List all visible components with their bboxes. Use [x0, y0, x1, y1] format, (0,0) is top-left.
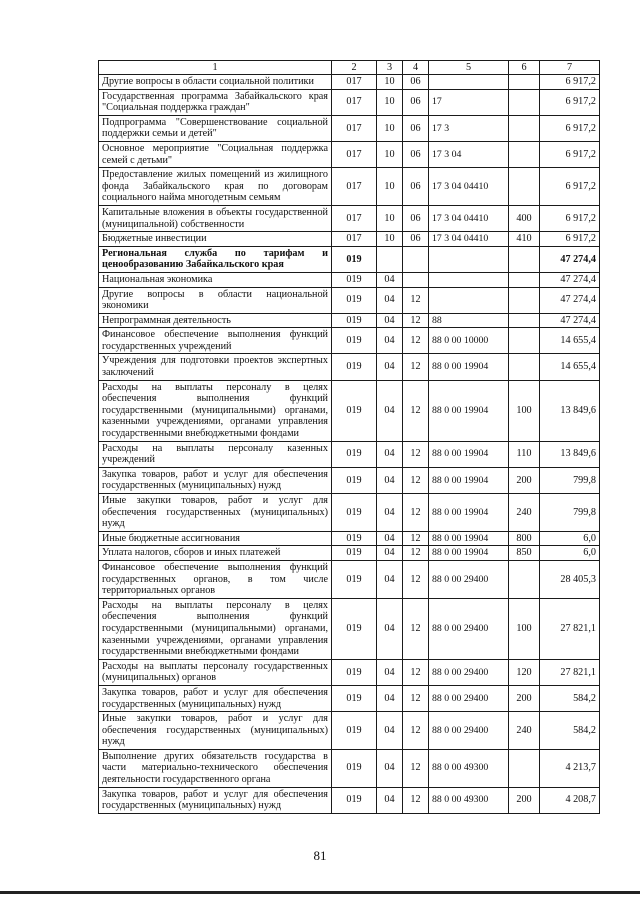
row-subsection-cell: 12 [403, 531, 429, 546]
row-expense-type-cell: 100 [509, 380, 540, 441]
table-row [99, 494, 600, 532]
row-target-article-cell: 88 0 00 49300 [429, 787, 509, 813]
row-target-article-cell: 88 0 00 29400 [429, 598, 509, 659]
row-target-article-cell: 88 0 00 29400 [429, 659, 509, 685]
row-expense-type-cell [509, 168, 540, 206]
row-section-cell: 10 [377, 141, 403, 167]
row-expense-type-cell: 400 [509, 205, 540, 231]
row-ministry-code-cell: 017 [332, 141, 377, 167]
table-row [99, 685, 600, 711]
row-expense-type-cell [509, 560, 540, 598]
row-expense-type-cell [509, 89, 540, 115]
table-row [99, 531, 600, 546]
row-expense-type-cell [509, 246, 540, 272]
row-ministry-code-cell: 017 [332, 232, 377, 247]
row-expense-type-cell: 850 [509, 546, 540, 561]
row-section-cell: 10 [377, 115, 403, 141]
row-target-article-cell: 88 0 00 19904 [429, 380, 509, 441]
row-target-article-cell [429, 246, 509, 272]
row-subsection-cell: 06 [403, 168, 429, 206]
column-header-1: 1 [99, 61, 332, 75]
row-amount-cell: 28 405,3 [540, 560, 600, 598]
row-subsection-cell: 12 [403, 494, 429, 532]
table-row [99, 232, 600, 247]
table-row [99, 441, 600, 467]
row-target-article-cell: 17 [429, 89, 509, 115]
row-target-article-cell [429, 75, 509, 90]
row-ministry-code-cell: 019 [332, 598, 377, 659]
row-subsection-cell: 12 [403, 659, 429, 685]
table-row [99, 380, 600, 441]
row-subsection-cell [403, 246, 429, 272]
row-expense-type-cell: 800 [509, 531, 540, 546]
row-target-article-cell: 88 0 00 19904 [429, 354, 509, 380]
row-amount-cell: 6 917,2 [540, 75, 600, 90]
row-subsection-cell: 12 [403, 441, 429, 467]
row-subsection-cell: 06 [403, 89, 429, 115]
row-target-article-cell [429, 287, 509, 313]
row-ministry-code-cell: 019 [332, 287, 377, 313]
row-subsection-cell: 12 [403, 787, 429, 813]
row-target-article-cell: 17 3 04 04410 [429, 168, 509, 206]
row-section-cell: 04 [377, 712, 403, 750]
row-amount-cell: 6 917,2 [540, 89, 600, 115]
row-target-article-cell: 88 0 00 19904 [429, 494, 509, 532]
row-amount-cell: 584,2 [540, 712, 600, 750]
row-ministry-code-cell: 019 [332, 328, 377, 354]
row-name-cell: Предоставление жилых помещений из жилищного фонда Забайкальского края по договорам социального найма многодетным семьям [99, 168, 332, 206]
row-amount-cell: 47 274,4 [540, 272, 600, 287]
row-ministry-code-cell: 019 [332, 467, 377, 493]
row-name-cell: Иные закупки товаров, работ и услуг для обеспечения государственных (муниципальных) нужд [99, 494, 332, 532]
row-expense-type-cell [509, 75, 540, 90]
budget-table [98, 60, 600, 814]
row-expense-type-cell [509, 272, 540, 287]
row-target-article-cell [429, 272, 509, 287]
row-target-article-cell: 88 0 00 10000 [429, 328, 509, 354]
table-row [99, 467, 600, 493]
row-target-article-cell: 88 0 00 19904 [429, 546, 509, 561]
row-subsection-cell: 12 [403, 328, 429, 354]
table-row [99, 546, 600, 561]
row-name-cell: Уплата налогов, сборов и иных платежей [99, 546, 332, 561]
row-subsection-cell: 12 [403, 354, 429, 380]
row-subsection-cell: 06 [403, 141, 429, 167]
row-amount-cell: 4 208,7 [540, 787, 600, 813]
row-name-cell: Капитальные вложения в объекты государственной (муниципальной) собственности [99, 205, 332, 231]
row-section-cell: 10 [377, 89, 403, 115]
table-row [99, 328, 600, 354]
row-section-cell: 04 [377, 494, 403, 532]
row-amount-cell: 6,0 [540, 546, 600, 561]
row-amount-cell: 47 274,4 [540, 313, 600, 328]
row-ministry-code-cell: 019 [332, 560, 377, 598]
page-number: 81 [313, 848, 327, 863]
row-name-cell: Финансовое обеспечение выполнения функций государственных органов, в том числе территориальных органов [99, 560, 332, 598]
row-subsection-cell: 12 [403, 598, 429, 659]
table-header-row [99, 61, 600, 75]
row-name-cell: Основное мероприятие "Социальная поддержка семей с детьми" [99, 141, 332, 167]
row-expense-type-cell [509, 141, 540, 167]
row-amount-cell: 47 274,4 [540, 287, 600, 313]
row-section-cell: 04 [377, 749, 403, 787]
row-amount-cell: 799,8 [540, 467, 600, 493]
row-amount-cell: 27 821,1 [540, 659, 600, 685]
row-ministry-code-cell: 019 [332, 246, 377, 272]
row-ministry-code-cell: 017 [332, 75, 377, 90]
row-name-cell: Подпрограмма "Совершенствование социальной поддержки семьи и детей" [99, 115, 332, 141]
row-name-cell: Учреждения для подготовки проектов экспертных заключений [99, 354, 332, 380]
row-subsection-cell: 12 [403, 546, 429, 561]
row-name-cell: Другие вопросы в области национальной экономики [99, 287, 332, 313]
row-amount-cell: 6 917,2 [540, 232, 600, 247]
row-section-cell: 10 [377, 205, 403, 231]
row-section-cell: 04 [377, 659, 403, 685]
row-section-cell: 04 [377, 441, 403, 467]
column-header-5: 5 [429, 61, 509, 75]
row-section-cell: 04 [377, 560, 403, 598]
table-row [99, 89, 600, 115]
row-subsection-cell: 12 [403, 712, 429, 750]
row-section-cell: 04 [377, 380, 403, 441]
table-row [99, 205, 600, 231]
row-target-article-cell: 88 0 00 19904 [429, 467, 509, 493]
row-ministry-code-cell: 019 [332, 546, 377, 561]
row-section-cell: 04 [377, 598, 403, 659]
row-expense-type-cell: 410 [509, 232, 540, 247]
table-row [99, 287, 600, 313]
row-name-cell: Закупка товаров, работ и услуг для обеспечения государственных (муниципальных) нужд [99, 685, 332, 711]
table-row [99, 115, 600, 141]
column-header-4: 4 [403, 61, 429, 75]
table-row [99, 75, 600, 90]
row-expense-type-cell: 200 [509, 467, 540, 493]
row-target-article-cell: 17 3 [429, 115, 509, 141]
row-name-cell: Региональная служба по тарифам и ценообразованию Забайкальского края [99, 246, 332, 272]
row-name-cell: Иные закупки товаров, работ и услуг для обеспечения государственных (муниципальных) нужд [99, 712, 332, 750]
row-expense-type-cell: 110 [509, 441, 540, 467]
row-ministry-code-cell: 017 [332, 115, 377, 141]
row-expense-type-cell: 120 [509, 659, 540, 685]
row-section-cell: 10 [377, 232, 403, 247]
row-section-cell: 04 [377, 354, 403, 380]
table-row [99, 749, 600, 787]
column-header-3: 3 [377, 61, 403, 75]
row-expense-type-cell [509, 354, 540, 380]
row-subsection-cell [403, 272, 429, 287]
row-ministry-code-cell: 019 [332, 712, 377, 750]
row-ministry-code-cell: 019 [332, 531, 377, 546]
row-subsection-cell: 06 [403, 205, 429, 231]
table-row [99, 659, 600, 685]
row-name-cell: Финансовое обеспечение выполнения функций государственных учреждений [99, 328, 332, 354]
row-ministry-code-cell: 019 [332, 380, 377, 441]
row-section-cell [377, 246, 403, 272]
row-ministry-code-cell: 019 [332, 685, 377, 711]
table-row [99, 246, 600, 272]
row-target-article-cell: 17 3 04 04410 [429, 232, 509, 247]
table-row [99, 560, 600, 598]
row-name-cell: Иные бюджетные ассигнования [99, 531, 332, 546]
row-amount-cell: 6 917,2 [540, 205, 600, 231]
row-amount-cell: 799,8 [540, 494, 600, 532]
row-section-cell: 04 [377, 313, 403, 328]
row-name-cell: Непрограммная деятельность [99, 313, 332, 328]
row-expense-type-cell: 240 [509, 712, 540, 750]
row-name-cell: Закупка товаров, работ и услуг для обеспечения государственных (муниципальных) нужд [99, 787, 332, 813]
row-ministry-code-cell: 019 [332, 354, 377, 380]
row-name-cell: Бюджетные инвестиции [99, 232, 332, 247]
row-subsection-cell: 12 [403, 749, 429, 787]
table-row [99, 168, 600, 206]
row-section-cell: 10 [377, 75, 403, 90]
table-row [99, 272, 600, 287]
row-name-cell: Выполнение других обязательств государства в части материально-технического обеспечения деятельности государственного органа [99, 749, 332, 787]
row-subsection-cell: 12 [403, 287, 429, 313]
row-target-article-cell: 88 0 00 29400 [429, 560, 509, 598]
row-ministry-code-cell: 019 [332, 659, 377, 685]
row-subsection-cell: 12 [403, 313, 429, 328]
row-ministry-code-cell: 017 [332, 168, 377, 206]
row-amount-cell: 6 917,2 [540, 168, 600, 206]
table-row [99, 712, 600, 750]
row-subsection-cell: 12 [403, 467, 429, 493]
row-section-cell: 04 [377, 546, 403, 561]
table-row [99, 598, 600, 659]
row-ministry-code-cell: 019 [332, 313, 377, 328]
row-ministry-code-cell: 017 [332, 89, 377, 115]
row-section-cell: 04 [377, 272, 403, 287]
row-subsection-cell: 06 [403, 232, 429, 247]
row-amount-cell: 14 655,4 [540, 354, 600, 380]
row-section-cell: 04 [377, 328, 403, 354]
row-name-cell: Расходы на выплаты персоналу в целях обеспечения выполнения функций государственными (муниципальными) органами, казенными учреждениями, органами управления государственными внебюджетными фондами [99, 380, 332, 441]
column-header-6: 6 [509, 61, 540, 75]
row-amount-cell: 6 917,2 [540, 115, 600, 141]
row-target-article-cell: 88 0 00 29400 [429, 712, 509, 750]
row-amount-cell: 27 821,1 [540, 598, 600, 659]
row-ministry-code-cell: 019 [332, 441, 377, 467]
table-body [99, 75, 600, 814]
row-amount-cell: 6,0 [540, 531, 600, 546]
row-amount-cell: 13 849,6 [540, 380, 600, 441]
row-subsection-cell: 12 [403, 380, 429, 441]
row-name-cell: Другие вопросы в области социальной политики [99, 75, 332, 90]
row-target-article-cell: 17 3 04 04410 [429, 205, 509, 231]
row-expense-type-cell [509, 287, 540, 313]
row-amount-cell: 14 655,4 [540, 328, 600, 354]
row-ministry-code-cell: 019 [332, 272, 377, 287]
row-section-cell: 10 [377, 168, 403, 206]
row-target-article-cell: 88 0 00 49300 [429, 749, 509, 787]
row-name-cell: Национальная экономика [99, 272, 332, 287]
row-amount-cell: 13 849,6 [540, 441, 600, 467]
row-name-cell: Расходы на выплаты персоналу в целях обеспечения выполнения функций государственными (муниципальными) органами, казенными учреждениями, органами управления государственными внебюджетными фондами [99, 598, 332, 659]
row-ministry-code-cell: 019 [332, 787, 377, 813]
table-row [99, 787, 600, 813]
row-target-article-cell: 88 0 00 19904 [429, 531, 509, 546]
row-amount-cell: 47 274,4 [540, 246, 600, 272]
row-ministry-code-cell: 017 [332, 205, 377, 231]
footer-rule [0, 891, 640, 894]
column-header-2: 2 [332, 61, 377, 75]
row-expense-type-cell [509, 115, 540, 141]
row-expense-type-cell: 100 [509, 598, 540, 659]
row-expense-type-cell [509, 313, 540, 328]
row-section-cell: 04 [377, 467, 403, 493]
row-expense-type-cell: 200 [509, 787, 540, 813]
row-amount-cell: 6 917,2 [540, 141, 600, 167]
row-subsection-cell: 12 [403, 560, 429, 598]
row-ministry-code-cell: 019 [332, 494, 377, 532]
table-row [99, 313, 600, 328]
row-expense-type-cell: 200 [509, 685, 540, 711]
row-target-article-cell: 88 [429, 313, 509, 328]
row-subsection-cell: 12 [403, 685, 429, 711]
row-section-cell: 04 [377, 287, 403, 313]
row-section-cell: 04 [377, 531, 403, 546]
row-expense-type-cell [509, 749, 540, 787]
row-amount-cell: 4 213,7 [540, 749, 600, 787]
row-ministry-code-cell: 019 [332, 749, 377, 787]
row-name-cell: Государственная программа Забайкальского края "Социальная поддержка граждан" [99, 89, 332, 115]
row-name-cell: Закупка товаров, работ и услуг для обеспечения государственных (муниципальных) нужд [99, 467, 332, 493]
row-expense-type-cell: 240 [509, 494, 540, 532]
row-target-article-cell: 88 0 00 29400 [429, 685, 509, 711]
table-row [99, 141, 600, 167]
table-row [99, 354, 600, 380]
row-section-cell: 04 [377, 787, 403, 813]
column-header-7: 7 [540, 61, 600, 75]
row-name-cell: Расходы на выплаты персоналу казенных учреждений [99, 441, 332, 467]
row-amount-cell: 584,2 [540, 685, 600, 711]
row-target-article-cell: 88 0 00 19904 [429, 441, 509, 467]
row-name-cell: Расходы на выплаты персоналу государственных (муниципальных) органов [99, 659, 332, 685]
row-section-cell: 04 [377, 685, 403, 711]
row-expense-type-cell [509, 328, 540, 354]
row-subsection-cell: 06 [403, 75, 429, 90]
row-target-article-cell: 17 3 04 [429, 141, 509, 167]
row-subsection-cell: 06 [403, 115, 429, 141]
